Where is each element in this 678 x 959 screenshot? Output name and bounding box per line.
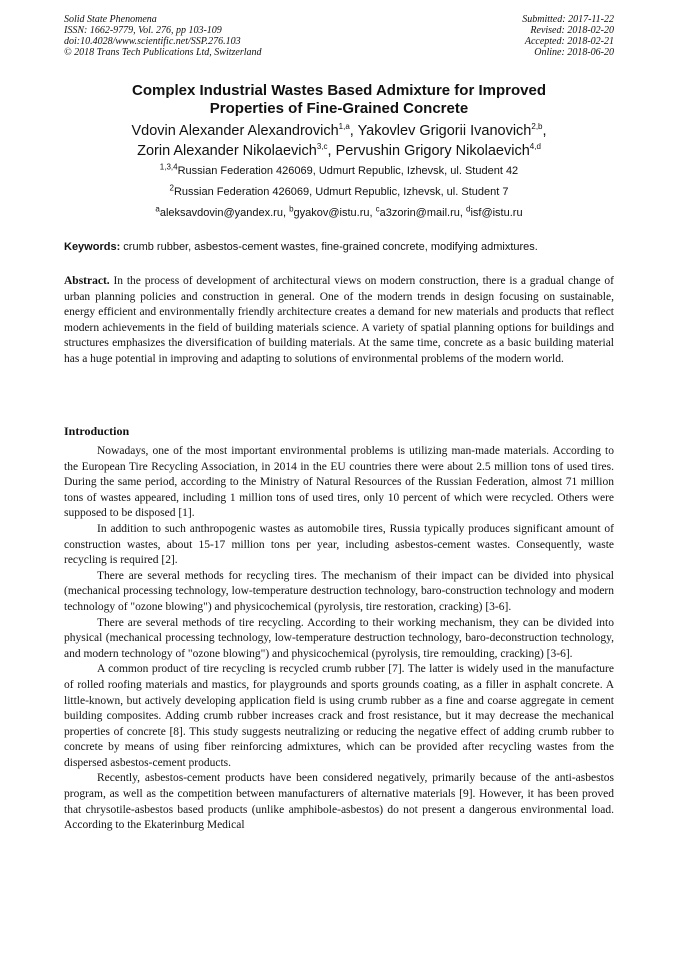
- title-line-1: Complex Industrial Wastes Based Admixture for Improved: [132, 82, 546, 99]
- introduction-body: [64, 444, 614, 834]
- paragraph: A common product of tire recycling is recycled crumb rubber [7]. The latter is widely used in the manufacture of rolled roofing materials and mastics, for playgrounds and sports grounds coating, as a filler in asphalt concrete. A little-known, but actively developing application field is using crumb rubber as a fine and coarse aggregate in cement building composites. Adding crumb rubber increases crack and frost resistance, but it may decrease the mechanical properties of concrete [8]. This study suggests neutralizing or reducing the negative effect of adding crumb rubber to concrete by means of using fiber reinforcing admixtures, which can be provided after recycling wastes from the dispersed asbestos-cement products.: [64, 663, 614, 769]
- introduction-heading: Introduction: [64, 424, 130, 438]
- author-separator: ,: [349, 123, 358, 139]
- paragraph: Recently, asbestos-cement products have been considered negatively, primarily because of the anti-asbestos program, as well as the competition between manufacturers of alternative materials [9]. However, it has been proved that chrysotile-asbestos based products (unlike amphibole-asbestos) do not present a dangerous environmental load. According to the Ekaterinburg Medical: [64, 772, 614, 832]
- paragraph: There are several methods of tire recycling. According to their working mechanism, they can be divided into physical (mechanical processing technology, low-temperature destruction technology, baro-deconstruction technology, and modern technology of "ozone blowing") and physicochemical (pyrolysis, tire remoulding, cracking) [3-6].: [64, 616, 614, 660]
- email-list: [64, 204, 614, 220]
- affiliation-sup: 1,3,4: [159, 162, 178, 172]
- title-line-2: Properties of Fine-Grained Concrete: [209, 100, 469, 117]
- author-name: Zorin Alexander Nikolaevich: [137, 143, 317, 159]
- paragraph: In addition to such anthropogenic wastes as automobile tires, Russia typically produces significant amount of construction wastes, about 15-17 million tons per year, including asbestos-cement wastes. Consequently, waste recycling is required [2].: [64, 522, 614, 567]
- abstract-text: In the process of development of architectural views on modern construction, there is a gradual change of urban planning policies and construction in general. One of the modern trends in design focusing on sustainable, energy efficient and environmentally friendly architecture creates a demand for new materials and products that reflect modern achievements in the field of building materials science. A variety of spatial planning options for buildings and structures emphasizes the diversification of building materials. At the same time, concrete as a basic building material has a huge potential in improving and adapting to solutions of environmental problems of the modern world.: [64, 275, 614, 365]
- keywords-label: Keywords:: [64, 241, 121, 253]
- affiliation-text: Russian Federation 426069, Udmurt Republic, Izhevsk, ul. Student 42: [177, 165, 519, 177]
- email-link[interactable]: a3zorin@mail.ru,: [379, 207, 466, 219]
- email-link[interactable]: gyakov@istu.ru,: [293, 207, 376, 219]
- dates-info: [522, 14, 614, 58]
- paragraph: There are several methods for recycling tires. The mechanism of their impact can be divided into physical (mechanical processing technology, low-temperature destruction technology, baro-construction technology and modern technology of "ozone blowing") and physicochemical (pyrolysis, tire restoration, cracking) [3-6].: [64, 569, 614, 613]
- author-line-1: [64, 121, 614, 141]
- keywords: [64, 240, 614, 254]
- issn-line: ISSN: 1662-9779, Vol. 276, pp 103-109: [64, 25, 222, 36]
- journal-name: Solid State Phenomena: [64, 14, 157, 25]
- author-name: Pervushin Grigory Nikolaevich: [335, 143, 530, 159]
- abstract-label: Abstract.: [64, 275, 110, 287]
- email-sup: d: [465, 204, 471, 214]
- author-separator: ,: [327, 143, 336, 159]
- author-list: [64, 121, 614, 161]
- journal-info: [64, 14, 262, 58]
- keywords-text: crumb rubber, asbestos-cement wastes, fine-grained concrete, modifying admixtures.: [120, 241, 538, 253]
- copyright-line: © 2018 Trans Tech Publications Ltd, Switzerland: [64, 47, 262, 58]
- author-sup: 2,b: [531, 122, 543, 132]
- author-separator: ,: [542, 123, 547, 139]
- author-sup: 4,d: [529, 142, 541, 152]
- author-line-2: [64, 141, 614, 161]
- email-link[interactable]: isf@istu.ru: [470, 207, 523, 219]
- abstract: [64, 274, 614, 368]
- author-name: Vdovin Alexander Alexandrovich: [131, 123, 339, 139]
- online-date: Online: 2018-06-20: [534, 47, 614, 58]
- paragraph: Nowadays, one of the most important environmental problems is utilizing man-made materials. According to the European Tire Recycling Association, in 2014 in the EU countries there were about 2.5 million tons of used tires. During the same period, according to the Ministry of Natural Resources of the Russian Federation, almost 71 million tons of wastes appeared, including 1 million tons of used tires, only 10 percent of which were recycled. Others were supposed to be disposed [1].: [64, 445, 614, 520]
- doi-line[interactable]: doi:10.4028/www.scientific.net/SSP.276.103: [64, 36, 241, 47]
- author-name: Yakovlev Grigorii Ivanovich: [357, 123, 532, 139]
- author-sup: 1,a: [338, 122, 350, 132]
- email-link[interactable]: aleksavdovin@yandex.ru,: [159, 207, 290, 219]
- accepted-date: Accepted: 2018-02-21: [524, 36, 614, 47]
- revised-date: Revised: 2018-02-20: [530, 25, 614, 36]
- paper-title: [64, 82, 614, 118]
- affiliation-sup: 2: [169, 183, 174, 193]
- author-sup: 3,c: [316, 142, 328, 152]
- submitted-date: Submitted: 2017-11-22: [522, 14, 614, 25]
- affiliation-1: [64, 162, 614, 178]
- email-sup: a: [155, 204, 160, 214]
- email-sup: c: [375, 204, 380, 214]
- email-sup: b: [289, 204, 294, 214]
- affiliation-2: [64, 183, 614, 199]
- affiliation-text: Russian Federation 426069, Udmurt Republic, Izhevsk, ul. Student 7: [173, 186, 509, 198]
